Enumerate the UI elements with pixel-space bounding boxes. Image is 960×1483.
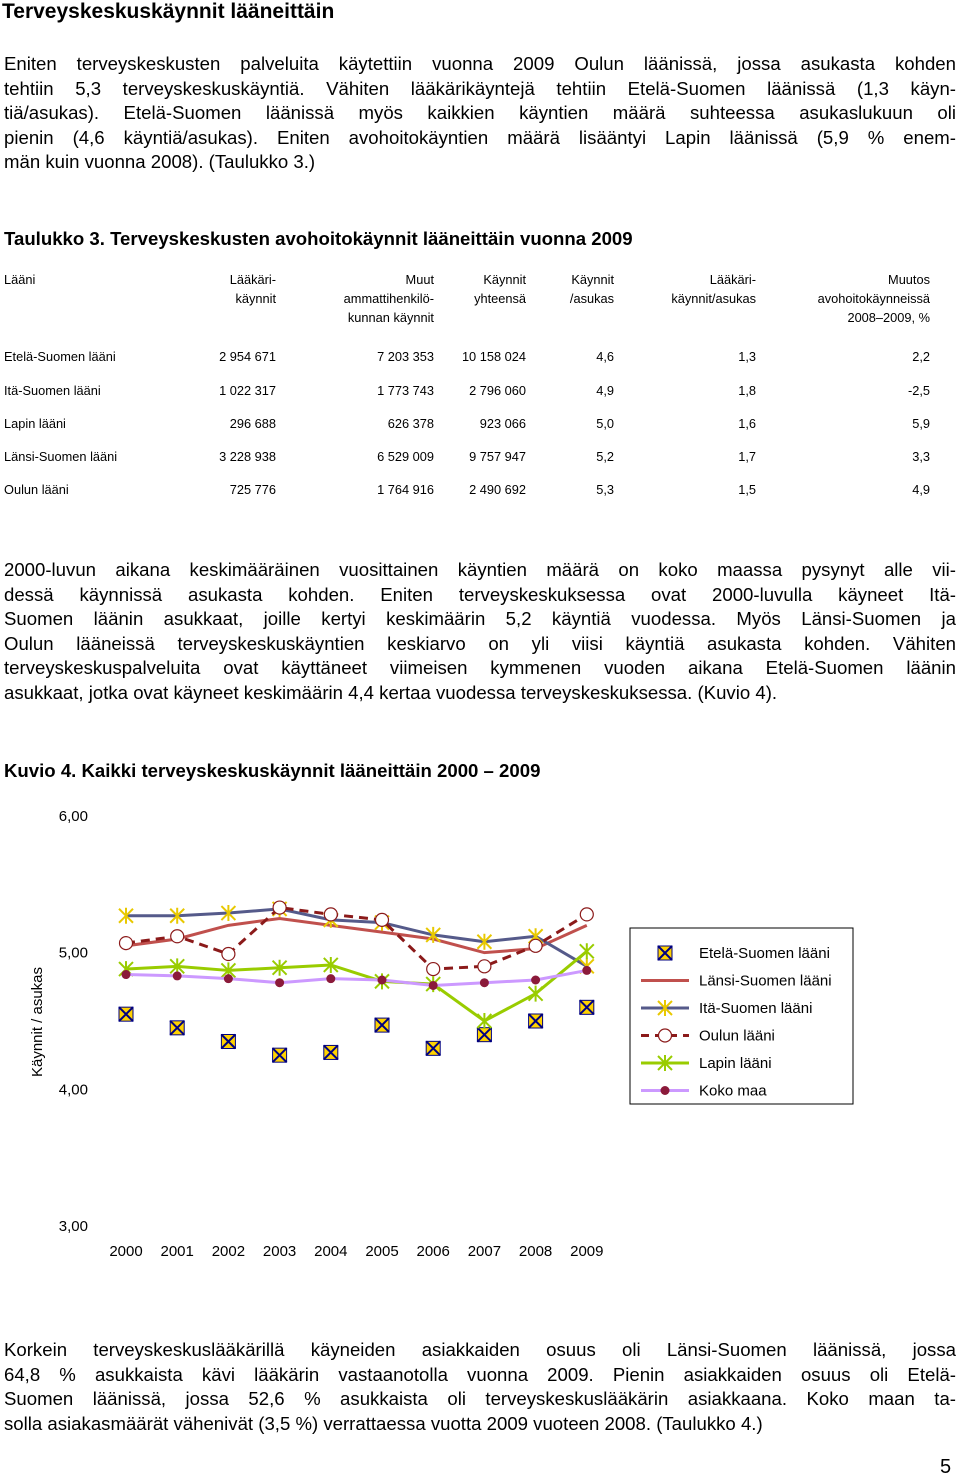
data-point (378, 976, 387, 985)
row-label: Oulun lääni (4, 482, 69, 497)
figure-title: Kuvio 4. Kaikki terveyskeskuskäynnit lääneittäin 2000 – 2009 (4, 760, 541, 781)
y-tick-label: 6,00 (58, 808, 88, 825)
data-point (221, 1035, 235, 1049)
table-cell: 2 796 060 (469, 383, 526, 398)
table-cell: 9 757 947 (469, 449, 526, 464)
series-1 (126, 919, 587, 953)
series-line (126, 951, 587, 1021)
closing-paragraph (4, 1338, 956, 1436)
table-cell: 3 228 938 (219, 449, 276, 464)
table-row (4, 407, 930, 440)
x-tick-label: 2005 (365, 1243, 399, 1260)
legend-label: Koko maa (699, 1082, 767, 1100)
table-cell: 1 022 317 (219, 383, 276, 398)
middle-paragraph (4, 558, 956, 706)
data-point (480, 978, 489, 987)
data-point (275, 978, 284, 987)
data-point (326, 974, 335, 983)
middle-line: 2000-luvun aikana keskimääräinen vuosittainen käyntien määrä on koko maassa pysynyt alle vii- (4, 559, 956, 580)
intro-paragraph (4, 52, 956, 175)
series-0 (119, 1000, 594, 1062)
row-label: Itä-Suomen lääni (4, 383, 101, 398)
table-cell: 4,9 (912, 482, 930, 497)
table-cell: 5,9 (912, 416, 930, 431)
closing-line: Suomen läänissä, jossa 52,6 % asukkaista oli terveyskeskuslääkärin asiakkaana. Koko maan ta- (4, 1388, 956, 1410)
column-header (756, 270, 930, 338)
table-cell: -2,5 (907, 383, 930, 398)
data-point (324, 1045, 338, 1059)
table-cell: 2 954 671 (219, 348, 276, 364)
intro-line: tiä/asukas). Etelä-Suomen läänissä myös kaikkien käyntien määrä suhteessa asukaslukuun oli (4, 102, 956, 124)
y-axis-label: Käynnit / asukas (29, 966, 46, 1078)
intro-line: pienin (4,6 käyntiä/asukas). Eniten avohoitokäyntien määrä lisääntyi Lapin läänissä (5,9 % enem- (4, 126, 956, 148)
table-cell: 1,7 (738, 449, 756, 464)
data-point (429, 981, 438, 990)
data-point (477, 1013, 491, 1029)
series-5 (122, 966, 592, 990)
data-point (529, 939, 542, 952)
table-title: Taulukko 3. Terveyskeskusten avohoitokäynnit lääneittäin vuonna 2009 (4, 228, 633, 249)
middle-line: asukkaat, jotka ovat käyneet keskimäärin 4,4 kertaa vuodessa terveyskeskuksessa. (Kuvio 4). (4, 681, 778, 703)
table-row (4, 440, 930, 473)
data-point (582, 966, 591, 975)
column-header (434, 270, 526, 338)
table-cell: 296 688 (229, 416, 276, 431)
data-point (477, 1028, 491, 1042)
x-tick-label: 2000 (109, 1243, 143, 1260)
x-tick-label: 2004 (314, 1243, 348, 1260)
page-heading: Terveyskeskuskäynnit lääneittäin (2, 0, 335, 23)
column-header-line: avohoitokäynneissä (817, 291, 930, 306)
x-tick-label: 2006 (416, 1243, 450, 1260)
column-header-line: Muut (405, 272, 434, 287)
closing-line: solla asiakasmäärät vähenivät (3,5 %) verrattaessa vuotta 2009 vuoteen 2008. (Taulukko 4.) (4, 1412, 763, 1434)
data-point (375, 1018, 389, 1032)
data-point (273, 901, 286, 914)
middle-line: terveyskeskuspalveluita ovat käyttäneet viimeisen kymmenen vuoden aikana Etelä-Suomen läänin (4, 657, 956, 679)
y-tick-label: 5,00 (58, 944, 88, 962)
row-label: Etelä-Suomen lääni (4, 348, 116, 364)
column-header-line: Käynnit (571, 272, 614, 287)
intro-line: män kuin vuonna 2008). (Taulukko 3.) (4, 151, 316, 173)
column-header-line: Lääni (4, 272, 36, 287)
table-cell: 5,2 (596, 449, 614, 464)
column-header-line: ammattihenkilö- (343, 291, 434, 306)
closing-line: 64,8 % asukkaista kävi lääkärin vastaanotolla vuonna 2009. Pienin asiakkaiden osuus oli Etelä- (4, 1363, 956, 1385)
column-header (276, 270, 434, 338)
column-header-line: /asukas (569, 291, 614, 306)
data-point (170, 1021, 184, 1035)
table-cell: 1,6 (738, 416, 756, 431)
data-point (376, 913, 389, 926)
intro-line: Eniten terveyskeskusten palveluita käytettiin vuonna 2009 Oulun läänissä, jossa asukasta kohden (4, 53, 956, 74)
table-cell: 3,3 (912, 449, 930, 464)
legend-label: Länsi-Suomen lääni (699, 972, 832, 990)
data-point (580, 908, 593, 921)
column-header (614, 270, 756, 338)
data-point (120, 937, 133, 950)
table-cell: 1 773 743 (377, 383, 434, 398)
table-row (4, 374, 930, 407)
x-tick-label: 2007 (467, 1243, 502, 1260)
data-point (478, 960, 491, 973)
visits-table (4, 270, 930, 506)
data-point (324, 908, 337, 921)
table-cell: 1,3 (738, 348, 756, 364)
column-header (194, 270, 276, 338)
table-cell: 10 158 024 (461, 348, 526, 364)
y-tick-label: 4,00 (58, 1081, 88, 1099)
column-header-line: Käynnit (483, 272, 526, 287)
data-point (427, 963, 440, 976)
intro-line: tehtiin 5,3 terveyskeskuskäyntiä. Vähiten lääkärikäyntejä tehtiin Etelä-Suomen läänissä (1,3 käyn- (4, 77, 956, 99)
column-header-line: 2008–2009, % (847, 310, 930, 325)
column-header-line: Muutos (888, 272, 930, 287)
data-point (171, 930, 184, 943)
x-tick-label: 2003 (262, 1243, 297, 1260)
table-cell: 1,5 (738, 482, 756, 497)
row-label: Lapin lääni (4, 416, 66, 431)
data-point (531, 976, 540, 985)
x-tick-label: 2002 (211, 1243, 246, 1260)
legend-label: Lapin lääni (699, 1055, 772, 1072)
data-point (173, 971, 182, 980)
table-cell: 923 066 (479, 416, 526, 431)
legend-marker (661, 1086, 670, 1095)
table-cell: 5,0 (596, 416, 614, 431)
middle-line: Oulun lääneissä terveyskeskuskäyntien keskiarvo on yli viisi käyntiä asukasta kohden. Vähiten (4, 632, 956, 654)
data-point (426, 1041, 440, 1055)
table-row (4, 473, 930, 506)
column-header-line: kunnan käynnit (347, 310, 434, 325)
table-cell: 4,6 (596, 348, 614, 364)
column-header-line: Lääkäri- (229, 272, 276, 287)
table-row (4, 338, 930, 374)
legend-marker (658, 946, 672, 960)
series-4 (119, 943, 594, 1029)
x-tick-label: 2009 (570, 1243, 604, 1260)
table-cell: 5,3 (596, 482, 614, 497)
column-header-line: Lääkäri- (709, 272, 756, 287)
column-header-line: käynnit/asukas (671, 291, 756, 306)
data-point (122, 970, 131, 979)
table-cell: 1,8 (738, 383, 756, 398)
row-label: Länsi-Suomen lääni (4, 449, 118, 464)
table-cell: 725 776 (229, 482, 276, 497)
x-tick-label: 2001 (160, 1243, 194, 1260)
data-point (580, 1000, 594, 1014)
series-2 (119, 901, 594, 974)
legend-label: Itä-Suomen lääni (699, 1000, 813, 1017)
series-line (126, 909, 587, 966)
table-cell: 4,9 (596, 383, 614, 398)
x-tick-label: 2008 (518, 1243, 553, 1260)
legend-label: Etelä-Suomen lääni (699, 945, 830, 962)
table-cell: 6 529 009 (377, 449, 434, 464)
table-cell: 7 203 353 (377, 348, 434, 364)
y-tick-label: 3,00 (58, 1218, 88, 1235)
legend-label: Oulun lääni (699, 1027, 775, 1045)
column-header (4, 270, 194, 338)
table-cell: 1 764 916 (377, 482, 434, 497)
data-point (580, 943, 594, 959)
data-point (529, 1014, 543, 1028)
table-cell: 626 378 (387, 416, 434, 431)
line-chart (0, 795, 960, 1270)
closing-line: Korkein terveyskeskuslääkärillä käyneiden asiakkaiden osuus oli Länsi-Suomen läänissä, jossa (4, 1339, 956, 1360)
middle-line: Suomen läänin asukkaat, joille kertyi keskimäärin 5,2 käyntiä vuodessa. Myös Länsi-Suomen ja (4, 608, 956, 630)
data-point (529, 986, 543, 1002)
table-cell: 2 490 692 (469, 482, 526, 497)
column-header-line: yhteensä (474, 291, 526, 306)
data-point (273, 1048, 287, 1062)
page-number: 5 (940, 1456, 952, 1478)
column-header-line: käynnit (235, 291, 276, 306)
data-point (222, 948, 235, 961)
series-line (126, 919, 587, 953)
column-header (526, 270, 614, 338)
table-cell: 2,2 (912, 348, 930, 364)
data-point (119, 1007, 133, 1021)
middle-line: dessä käynnissä asukasta kohden. Eniten terveyskeskuksessa ovat 2000-luvulla käyneet Itä- (4, 583, 956, 605)
table-header-row (4, 270, 930, 338)
data-point (224, 974, 233, 983)
legend-marker (659, 1029, 672, 1042)
